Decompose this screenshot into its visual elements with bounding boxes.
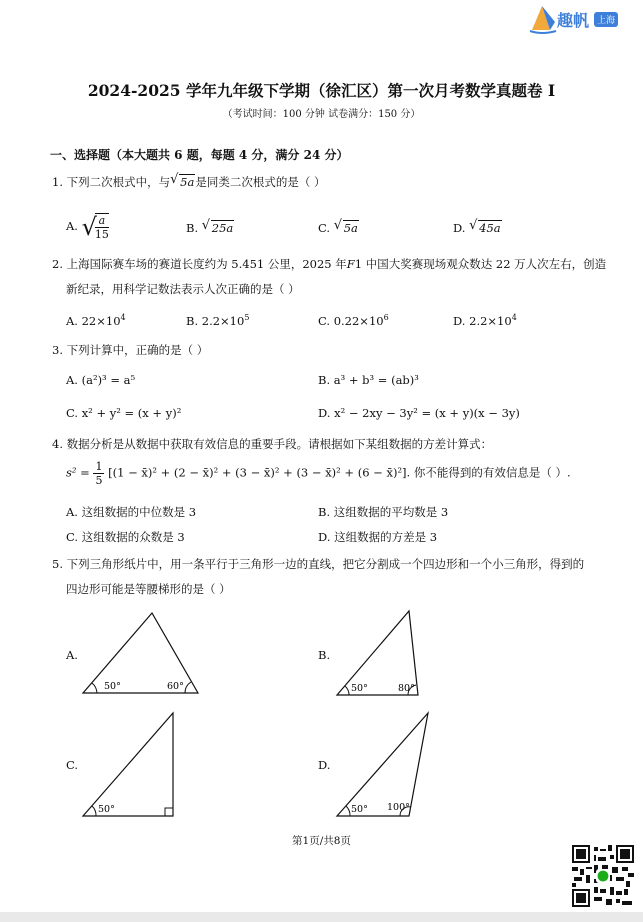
q4-stem: 4. 数据分析是从数据中获取有效信息的重要手段。请根据如下某组数据的方差计算式： [52,437,493,451]
q5-fig-d-angle-left: 50° [351,804,368,815]
q4-option-c: C. 这组数据的众数是 3 [66,530,185,544]
q5-fig-c-label: C. [66,758,79,772]
q5-fig-a-angle-left: 50° [104,681,121,692]
q5-fig-c-angle-left: 50° [98,804,115,815]
q2-option-c-exponent: 6 [383,313,389,323]
q1-option-a-numerator: a [98,214,106,227]
q4-option-a: A. 这组数据的中位数是 3 [66,505,197,519]
q1-option-a: A. √ $\frac{a}{15}$ [66,213,109,241]
q5-triangle-a [80,610,202,696]
q2-option-a-exponent: 4 [120,313,126,323]
q2-option-b-exponent: 5 [244,313,250,323]
section-heading: 一、选择题（本大题共 6 题，每题 4 分，满分 24 分） [50,148,349,162]
q1-option-d-label: D. [453,221,466,235]
q2-option-a [66,314,126,328]
q5-stem-line2: 四边形可能是等腰梯形的是（ ） [66,582,231,596]
q5-stem-line1: 5. 下列三角形纸片中，用一条平行于三角形一边的直线，把它分割成一个四边形和一个小三角形，得到的 [52,557,585,571]
q4-option-d: D. 这组数据的方差是 3 [318,530,438,544]
q5-fig-b-angle-left: 50° [351,683,368,694]
q3-stem: 3. 下列计算中，正确的是（ ） [52,343,209,357]
q1-option-c: C. √ 5a [318,218,358,235]
q2-option-c [318,314,389,328]
q4-option-b: B. 这组数据的平均数是 3 [318,505,449,519]
q3-option-b: B. a³ + b³ = (ab)³ [318,373,419,387]
q5-triangle-d [334,710,434,820]
q2-option-b-base: B. 2.2×10 [186,314,245,328]
q1-option-c-radicand: 5a [343,221,358,235]
q5-fig-d-angle-right: 100° [387,802,410,813]
q1-stem-tail: 是同类二次根式的是（ ） [195,175,326,189]
q2-line1-tail: 1 中国大奖赛现场观众数达 22 万人次左右，创造 [354,257,607,271]
q1-option-c-label: C. [318,221,331,235]
q2-line1-text: 2. 上海国际赛车场的赛道长度约为 5.451 公里，2025 年 [52,257,347,271]
exam-title: 2024-2025 学年九年级下学期（徐汇区）第一次月考数学真题卷 I [87,81,556,100]
q1-option-a-label: A. [66,219,78,233]
q4-formula-body: [(1 − x̄)² + (2 − x̄)² + (3 − x̄)² + (3 − x̄)² + (6 − x̄)²] [108,465,407,480]
q2-line1-f: F [346,257,355,271]
exam-subtitle: （考试时间：100 分钟 试卷满分：150 分） [222,109,421,120]
brand-region-badge: 上海 [594,12,618,27]
q1-stem [52,174,325,189]
q5-fig-a-angle-right: 60° [167,681,184,692]
q2-stem-line2: 新纪录，用科学记数法表示人次正确的是（ ） [66,282,300,296]
q2-option-d-exponent: 4 [511,313,517,323]
q1-option-b-label: B. [186,221,199,235]
q2-option-a-base: A. 22×10 [66,314,121,328]
q3-option-a: A. (a²)³ = a⁵ [66,373,136,387]
q2-option-b [186,314,249,328]
q1-option-d-radicand: 45a [479,221,501,235]
q3-option-d: D. x² − 2xy − 3y² = (x + y)(x − 3y) [318,406,520,420]
q1-option-d: D. √ 45a [453,218,501,235]
q1-stem-radical: √ 5a [170,172,195,189]
q2-option-d-base: D. 2.2×10 [453,314,512,328]
q5-fig-a-label: A. [66,648,78,662]
q4-formula-lhs: s² = [66,465,90,480]
page-number: 第1页/共8页 [292,835,351,847]
q2-option-d [453,314,517,328]
q5-triangle-b [334,608,424,698]
q2-stem-line1 [52,257,606,271]
q2-option-c-base: C. 0.22×10 [318,314,384,328]
q5-fig-b-label: B. [318,648,331,662]
q1-option-b: B. √ 25a [186,218,234,235]
q5-triangle-c [80,710,180,820]
bottom-divider [0,912,643,922]
q1-option-a-denominator: 15 [94,228,109,241]
q3-option-c: C. x² + y² = (x + y)² [66,406,182,420]
q4-formula-frac-den: 5 [95,474,103,487]
q5-fig-d-label: D. [318,758,331,772]
q4-formula-frac-num: 1 [95,460,103,473]
q4-formula [66,460,571,487]
q1-stem-text: 1. 下列二次根式中，与 [52,175,171,189]
qr-code-icon[interactable] [572,845,634,907]
q1-option-b-radicand: 25a [211,221,234,235]
q5-fig-b-angle-right: 80° [398,683,415,694]
q1-stem-radicand: 5a [180,175,195,189]
brand-name: 趣帆 [557,11,590,30]
q4-formula-tail: . 你不能得到的有效信息是（ ）. [406,465,571,480]
